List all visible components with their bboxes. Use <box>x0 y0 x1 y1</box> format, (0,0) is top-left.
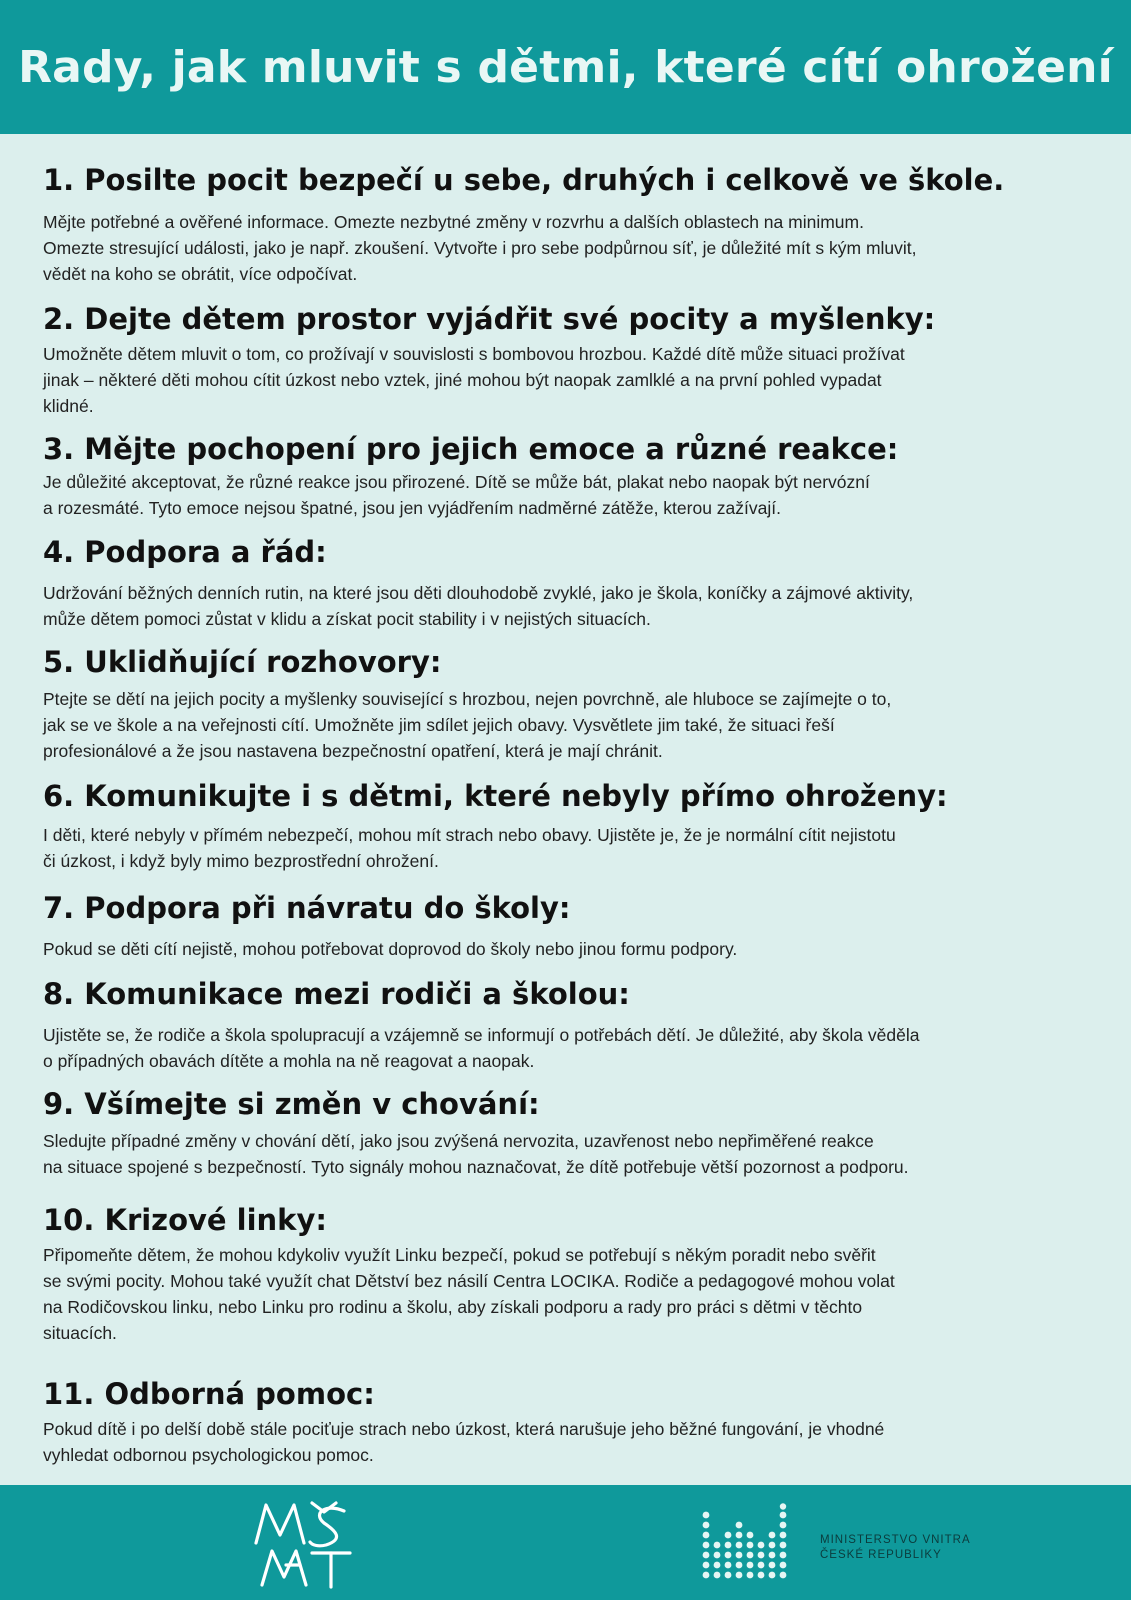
tip-text: Připomeňte dětem, že mohou kdykoliv využít Linku bezpečí, pokud se potřebují s někým poradit nebo svěřit se svými pocity. Mohou také využít chat Dětství bez násilí Centra LOCIKA. Rodiče a pedagogové mohou volat na Rodičovskou linku, nebo Linku pro rodinu a školu, aby získali podporu a rady pro práci s dětmi v těchto situacích. <box>43 1245 895 1343</box>
ministry-interior-name: MINISTERSTVO VNITRA ČESKÉ REPUBLIKY <box>820 1534 971 1561</box>
ministry-interior-logo-icon <box>700 1503 810 1583</box>
tip-section-11 <box>43 1376 1093 1468</box>
tip-heading: 1. Posilte pocit bezpečí u sebe, druhých i celkově ve škole. <box>43 163 1005 197</box>
tip-section-6 <box>43 778 1093 874</box>
tip-text: Mějte potřebné a ověřené informace. Omezte nezbytné změny v rozvrhu a dalších oblastech na minimum. Omezte stresující události, jako je např. zkoušení. Vytvořte i pro sebe podpůrnou síť, je důležité mít s kým mluvit, vědět na koho se obrátit, více odpočívat. <box>43 212 917 284</box>
tip-text: Udržování běžných denních rutin, na které jsou děti dlouhodobě zvyklé, jako je škola, koníčky a zájmové aktivity, může dětem pomoci zůstat v klidu a získat pocit stability i v nejistých situacích. <box>43 583 914 629</box>
tip-text: Umožněte dětem mluvit o tom, co prožívají v souvislosti s bombovou hrozbou. Každé dítě může situaci prožívat jinak – některé děti mohou cítit úzkost nebo vztek, jiné mohou být naopak zamlklé a na první pohled vypadat klidné. <box>43 344 905 416</box>
tip-section-1 <box>43 162 1093 287</box>
tip-heading: 6. Komunikujte i s dětmi, které nebyly přímo ohroženy: <box>43 779 948 813</box>
tip-section-9 <box>43 1086 1093 1180</box>
tip-heading: 4. Podpora a řád: <box>43 535 327 569</box>
tip-text: Pokud se děti cítí nejistě, mohou potřebovat doprovod do školy nebo jinou formu podpory. <box>43 939 738 959</box>
tip-section-2 <box>43 301 1093 419</box>
tip-heading: 10. Krizové linky: <box>43 1203 327 1237</box>
tip-section-3 <box>43 431 1093 521</box>
page-title: Rady, jak mluvit s dětmi, které cítí ohrožení <box>18 41 1113 93</box>
tip-heading: 2. Dejte dětem prostor vyjádřit své pocity a myšlenky: <box>43 302 936 336</box>
tip-text: Ptejte se dětí na jejich pocity a myšlenky související s hrozbou, nejen povrchně, ale hluboce se zajímejte o to, jak se ve škole a na veřejnosti cítí. Umožněte jim sdílet jejich obavy. Vysvětlete jim také, že situaci řeší profesionálové a že jsou nastavena bezpečnostní opatření, která je mají chránit. <box>43 689 892 761</box>
tip-heading: 5. Uklidňující rozhovory: <box>43 645 442 679</box>
tip-section-7 <box>43 890 1093 962</box>
tip-heading: 7. Podpora při návratu do školy: <box>43 891 571 925</box>
tip-text: Je důležité akceptovat, že různé reakce jsou přirozené. Dítě se může bát, plakat nebo naopak být nervózní a rozesmáté. Tyto emoce nejsou špatné, jsou jen vyjádřením nadměrné zátěže, kterou zažívají. <box>43 472 870 518</box>
tip-section-4 <box>43 534 1093 632</box>
tip-heading: 11. Odborná pomoc: <box>43 1377 375 1411</box>
tip-text: Ujistěte se, že rodiče a škola spolupracují a vzájemně se informují o potřebách dětí. Je důležité, aby škola věděla o případných obavách dítěte a mohla na ně reagovat a naopak. <box>43 1025 920 1071</box>
tip-section-10 <box>43 1202 1093 1346</box>
tip-section-5 <box>43 644 1093 764</box>
header-banner <box>0 0 1131 134</box>
tip-text: I děti, které nebyly v přímém nebezpečí, mohou mít strach nebo obavy. Ujistěte je, že je normální cítit nejistotu či úzkost, i když byly mimo bezprostřední ohrožení. <box>43 825 896 871</box>
msmt-logo <box>252 1499 370 1589</box>
tip-section-8 <box>43 976 1093 1074</box>
tip-text: Sledujte případné změny v chování dětí, jako jsou zvýšená nervozita, uzavřenost nebo nepřiměřené reakce na situace spojené s bezpečností. Tyto signály mohou naznačovat, že dítě potřebuje větší pozornost a podporu. <box>43 1131 909 1177</box>
tip-heading: 9. Všímejte si změn v chování: <box>43 1087 540 1121</box>
footer-banner <box>0 1485 1131 1600</box>
tip-heading: 8. Komunikace mezi rodiči a školou: <box>43 977 630 1011</box>
tip-heading: 3. Mějte pochopení pro jejich emoce a různé reakce: <box>43 432 899 466</box>
tip-text: Pokud dítě i po delší době stále pociťuje strach nebo úzkost, která narušuje jeho běžné fungování, je vhodné vyhledat odbornou psychologickou pomoc. <box>43 1419 885 1465</box>
